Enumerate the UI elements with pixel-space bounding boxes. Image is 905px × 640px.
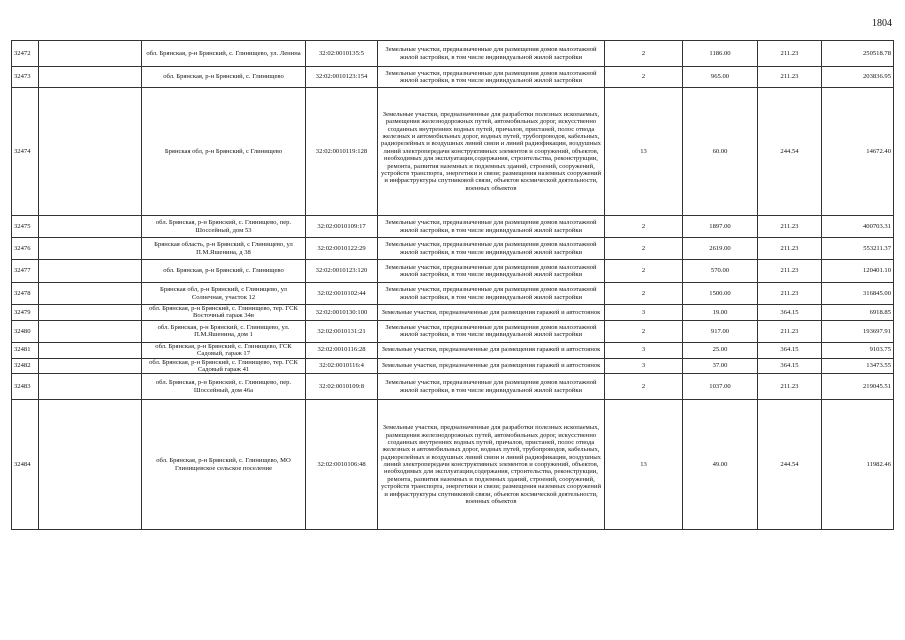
category-code-cell: 2 <box>605 260 683 283</box>
area-cell: 49.00 <box>683 400 758 530</box>
cadastral-number-cell: 32:02:0010102:44 <box>306 283 378 305</box>
row-number-cell: 32475 <box>12 216 39 238</box>
area-cell: 1897.00 <box>683 216 758 238</box>
rate-cell: 211.23 <box>758 374 822 400</box>
land-use-cell: Земельные участки, предназначенные для размещения домов малоэтажной жилой застройки, в том числе индивидуальной жилой застройки <box>378 320 605 342</box>
address-cell: обл. Брянская, р-н Брянский, с. Глинищево, пер. Шоссейный, дом 53 <box>142 216 306 238</box>
land-use-cell: Земельные участки, предназначенные для разработки полезных ископаемых, размещения железнодорожных путей, автомобильных дорог, искусственно созданных внутренних водных путей, причалов, пристаней, полос отвода железных и автомобильных дорог, водных путей, трубопроводов, кабельных, радиорелейных и воздушных линий связи и линий радиофикации, воздушных линий электропередачи конструктивных элементов и сооружений, объектов, необходимых для эксплуатации,содержания, строительства, реконструкции, ремонта, развития наземных и подземных зданий, строений, сооружений, устройств транспорта, энергетики и связи; размещения наземных сооружений и инфраструктуры спутниковой связи, объектов космической деятельности, военных объектов <box>378 400 605 530</box>
blank-cell <box>39 400 142 530</box>
cadastral-value-cell: 250518.78 <box>822 41 894 67</box>
row-number-cell: 32479 <box>12 305 39 321</box>
row-number-cell: 32484 <box>12 400 39 530</box>
cadastral-value-cell: 14672.40 <box>822 88 894 216</box>
category-code-cell: 2 <box>605 41 683 67</box>
cadastral-number-cell: 32:02:0010106:48 <box>306 400 378 530</box>
category-code-cell: 2 <box>605 374 683 400</box>
cadastral-number-cell: 32:02:0010116:28 <box>306 342 378 358</box>
cadastral-number-cell: 32:02:0010123:120 <box>306 260 378 283</box>
category-code-cell: 3 <box>605 342 683 358</box>
table-row <box>12 67 894 88</box>
blank-cell <box>39 216 142 238</box>
row-number-cell: 32480 <box>12 320 39 342</box>
cadastral-number-cell: 32:02:0010116:4 <box>306 358 378 374</box>
address-cell: обл. Брянская, р-н Брянский, с. Глинищево <box>142 260 306 283</box>
table-row <box>12 260 894 283</box>
area-cell: 37.00 <box>683 358 758 374</box>
cadastral-value-cell: 11982.46 <box>822 400 894 530</box>
category-code-cell: 2 <box>605 238 683 260</box>
cadastral-number-cell: 32:02:0010135:5 <box>306 41 378 67</box>
cadastral-value-cell: 219045.51 <box>822 374 894 400</box>
area-cell: 1186.00 <box>683 41 758 67</box>
address-cell: обл. Брянская, р-н Брянский, с. Глинищево, тер. ГСК Садовый гараж 41 <box>142 358 306 374</box>
category-code-cell: 3 <box>605 358 683 374</box>
cadastral-number-cell: 32:02:0010122:29 <box>306 238 378 260</box>
land-use-cell: Земельные участки, предназначенные для размещения гаражей и автостоянок <box>378 305 605 321</box>
table-row <box>12 320 894 342</box>
blank-cell <box>39 88 142 216</box>
cadastral-value-cell: 316845.00 <box>822 283 894 305</box>
area-cell: 1500.00 <box>683 283 758 305</box>
category-code-cell: 13 <box>605 88 683 216</box>
area-cell: 2619.00 <box>683 238 758 260</box>
row-number-cell: 32474 <box>12 88 39 216</box>
row-number-cell: 32472 <box>12 41 39 67</box>
land-use-cell: Земельные участки, предназначенные для размещения домов малоэтажной жилой застройки, в том числе индивидуальной жилой застройки <box>378 216 605 238</box>
area-cell: 25.00 <box>683 342 758 358</box>
land-use-cell: Земельные участки, предназначенные для размещения домов малоэтажной жилой застройки, в том числе индивидуальной жилой застройки <box>378 283 605 305</box>
cadastral-value-cell: 13473.55 <box>822 358 894 374</box>
table-row <box>12 216 894 238</box>
category-code-cell: 2 <box>605 216 683 238</box>
page-number: 1804 <box>872 18 892 29</box>
address-cell: обл. Брянская, р-н Брянский, с. Глинищево, пер. Шоссейный, дом 46а <box>142 374 306 400</box>
blank-cell <box>39 41 142 67</box>
cadastral-value-cell: 193697.91 <box>822 320 894 342</box>
area-cell: 19.00 <box>683 305 758 321</box>
cadastral-value-cell: 6918.85 <box>822 305 894 321</box>
blank-cell <box>39 238 142 260</box>
area-cell: 917.00 <box>683 320 758 342</box>
table-row <box>12 238 894 260</box>
rate-cell: 364.15 <box>758 358 822 374</box>
cadastral-value-cell: 553211.37 <box>822 238 894 260</box>
address-cell: обл. Брянская, р-н Брянский, с. Глинищево, МО Глинищевское сельское поселение <box>142 400 306 530</box>
cadastral-number-cell: 32:02:0010123:154 <box>306 67 378 88</box>
blank-cell <box>39 260 142 283</box>
land-use-cell: Земельные участки, предназначенные для размещения домов малоэтажной жилой застройки, в том числе индивидуальной жилой застройки <box>378 260 605 283</box>
category-code-cell: 2 <box>605 320 683 342</box>
rate-cell: 211.23 <box>758 67 822 88</box>
land-use-cell: Земельные участки, предназначенные для размещения гаражей и автостоянок <box>378 342 605 358</box>
cadastral-value-cell: 400703.31 <box>822 216 894 238</box>
land-use-cell: Земельные участки, предназначенные для разработки полезных ископаемых, размещения железнодорожных путей, автомобильных дорог, искусственно созданных внутренних водных путей, причалов, пристаней, полос отвода железных и автомобильных дорог, водных путей, трубопроводов, кабельных, радиорелейных и воздушных линий связи и линий радиофикации, воздушных линий электропередачи конструктивных элементов и сооружений, объектов, необходимых для эксплуатации,содержания, строительства, реконструкции, ремонта, развития наземных и подземных зданий, строений, сооружений, устройств транспорта, энергетики и связи; размещения наземных сооружений и инфраструктуры спутниковой связи, объектов космической деятельности, военных объектов <box>378 88 605 216</box>
table-row <box>12 305 894 321</box>
rate-cell: 364.15 <box>758 305 822 321</box>
cadastral-number-cell: 32:02:0010109:8 <box>306 374 378 400</box>
rate-cell: 364.15 <box>758 342 822 358</box>
blank-cell <box>39 342 142 358</box>
table-row <box>12 400 894 530</box>
address-cell: Брянская обл, р-н Брянский, с Глинищево <box>142 88 306 216</box>
rate-cell: 211.23 <box>758 260 822 283</box>
row-number-cell: 32483 <box>12 374 39 400</box>
rate-cell: 211.23 <box>758 320 822 342</box>
rate-cell: 244.54 <box>758 88 822 216</box>
cadastral-value-table <box>11 40 894 530</box>
blank-cell <box>39 67 142 88</box>
row-number-cell: 32481 <box>12 342 39 358</box>
area-cell: 570.00 <box>683 260 758 283</box>
cadastral-number-cell: 32:02:0010131:21 <box>306 320 378 342</box>
row-number-cell: 32482 <box>12 358 39 374</box>
address-cell: Брянская обл, р-н Брянский, с Глинищево, ул Солнечная, участок 12 <box>142 283 306 305</box>
table-body <box>12 41 894 530</box>
cadastral-value-cell: 9103.75 <box>822 342 894 358</box>
cadastral-value-cell: 120401.10 <box>822 260 894 283</box>
land-use-cell: Земельные участки, предназначенные для размещения домов малоэтажной жилой застройки, в том числе индивидуальной жилой застройки <box>378 67 605 88</box>
table-row <box>12 283 894 305</box>
category-code-cell: 13 <box>605 400 683 530</box>
blank-cell <box>39 283 142 305</box>
area-cell: 60.00 <box>683 88 758 216</box>
address-cell: обл. Брянская, р-н Брянский, с. Глинищево <box>142 67 306 88</box>
blank-cell <box>39 320 142 342</box>
category-code-cell: 2 <box>605 283 683 305</box>
cadastral-number-cell: 32:02:0010130:100 <box>306 305 378 321</box>
land-use-cell: Земельные участки, предназначенные для размещения гаражей и автостоянок <box>378 358 605 374</box>
land-use-cell: Земельные участки, предназначенные для размещения домов малоэтажной жилой застройки, в том числе индивидуальной жилой застройки <box>378 374 605 400</box>
address-cell: Брянская область, р-н Брянский, с Глинищево, ул П.М.Яшенина, д 38 <box>142 238 306 260</box>
address-cell: обл. Брянская, р-н Брянский, с. Глинищево, тер. ГСК Восточный гараж 34в <box>142 305 306 321</box>
blank-cell <box>39 305 142 321</box>
land-use-cell: Земельные участки, предназначенные для размещения домов малоэтажной жилой застройки, в том числе индивидуальной жилой застройки <box>378 238 605 260</box>
rate-cell: 211.23 <box>758 238 822 260</box>
blank-cell <box>39 374 142 400</box>
rate-cell: 244.54 <box>758 400 822 530</box>
rate-cell: 211.23 <box>758 283 822 305</box>
cadastral-number-cell: 32:02:0010109:17 <box>306 216 378 238</box>
table-row <box>12 374 894 400</box>
category-code-cell: 3 <box>605 305 683 321</box>
area-cell: 965.00 <box>683 67 758 88</box>
table-row <box>12 342 894 358</box>
address-cell: обл. Брянская, р-н Брянский, с. Глинищево, ул. Ленина <box>142 41 306 67</box>
address-cell: обл. Брянская, р-н Брянский, с. Глинищево, ул. П.М.Яшенина, дом 1 <box>142 320 306 342</box>
rate-cell: 211.23 <box>758 216 822 238</box>
cadastral-value-cell: 203836.95 <box>822 67 894 88</box>
category-code-cell: 2 <box>605 67 683 88</box>
table-row <box>12 41 894 67</box>
row-number-cell: 32477 <box>12 260 39 283</box>
address-cell: обл. Брянская, р-н Брянский, с. Глинищево, ГСК Садовый, гараж 17 <box>142 342 306 358</box>
rate-cell: 211.23 <box>758 41 822 67</box>
table-row <box>12 88 894 216</box>
cadastral-number-cell: 32:02:0010119:128 <box>306 88 378 216</box>
area-cell: 1037.00 <box>683 374 758 400</box>
row-number-cell: 32478 <box>12 283 39 305</box>
row-number-cell: 32473 <box>12 67 39 88</box>
row-number-cell: 32476 <box>12 238 39 260</box>
blank-cell <box>39 358 142 374</box>
table-row <box>12 358 894 374</box>
land-use-cell: Земельные участки, предназначенные для размещения домов малоэтажной жилой застройки, в том числе индивидуальной жилой застройки <box>378 41 605 67</box>
